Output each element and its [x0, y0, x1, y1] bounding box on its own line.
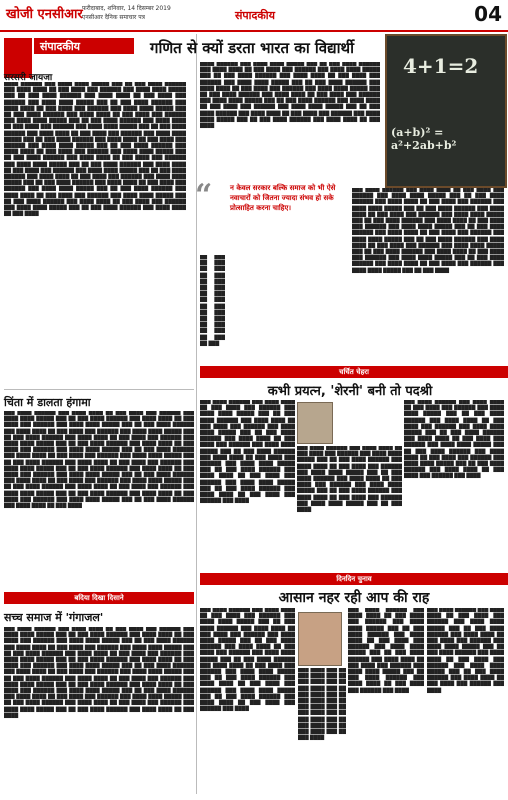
- election-article-col-3: ███ ████ ██████ ███ ████ ████ ██ ███ ████ ███ ██████ ███ ████ ████ █████ ███ ██ ███ ████ ██████ ███ ████ ████ ██ ███ ████ ███ ██████ ███ ████ ████ █████ ███ ██ ███ ████ ██████ ███ ████ ████ ██ ███ ████ ███ ██████ ███ ████ ████ █████ ███ ██ ███ ████ ██████ ███ ████ ████ ██ ███ ████ ███ ██████ ███ ████: [348, 608, 424, 694]
- divider: [4, 389, 194, 390]
- headline-election: आसान नहर रही आप की राह: [278, 590, 430, 606]
- newspaper-logo: खोजी एनसीआर: [6, 7, 83, 22]
- society-article-body: ███ ████ ██████ ███ ████ ████ ██ ███ ████ ███ ██████ ███ ████ ████ █████ ███ ██ ███ ████ ██████ ███ ████ ████ ██ ███ ████ ███ ██████ ███ ████ ████ █████ ███ ██ ███ ████ ██████ ███ ████ ████ ██ ███ ████ ███ ██████ ███ ████ ████ █████ ███ ██ ███ ████ ██████ ███ ████ ████ ██ ███ ████ ███ ██████ ███ ████ ████ █████ ███ ██ ███ ████ ██████ ███ ████ ████ ██ ███ ████ ███ ██████ ███ ████ ████ █████ ███ ██ ███ ████ ██████ ███ ████ ████ ██ ███ ████ ███ ██████ ███ ████ ████ █████ ███ ██ ███ ████ ██████ ███ ████ ████ ██ ███ ████ ███ ██████ ███ ████ ████ █████ ███ ██ ███ ████ ██████ ███ ████ ████ ██ ███ ████ ███ ██████ ███ ████ ████ █████ ███ ██ ███ ████ ██████ ███ ████ ████ ██ ███ ████ ███ ██████ ███ ████ ████ █████ ███ ██ ███ ████ ██████ ███ ████ ████ ██ ███ ████ ███ ██████ ███ ████ ████ █████ ███ ██ ███ ████ ██████ ███ ████ ████ ██ ███ ████: [4, 627, 194, 719]
- chalk-equation-2: (a+b)² = a²+2ab+b²: [391, 126, 457, 152]
- editorial-author: सरसरी जायजा: [4, 73, 53, 83]
- section-banner-election: [200, 573, 508, 585]
- headline-society: सच्च समाज में 'गंगाजल': [4, 611, 104, 624]
- pull-quote: न केवल सरकार बल्कि समाज को भी ऐसे नवाचारों को जितना ज्यादा संभव हो सके प्रोत्साहित करना चाहिए।: [230, 184, 336, 212]
- section-banner-personality: [200, 366, 508, 378]
- main-headline: गणित से क्यों डरता भारत का विद्यार्थी: [150, 39, 354, 57]
- column-divider: [196, 34, 197, 794]
- column-strip-label: बदिया दिखा दिसाने: [4, 592, 194, 604]
- personality-article-col-2: ███ ████ ██████ ███ ████ ████ ██ ███ ████ ███ ██████ ███ ████ ████ █████ ███ ██ ███ ████ ██████ ███ ████ ████ ██ ███ ████ ███ ██████ ███ ████ ████ █████ ███ ██ ███ ████ ██████ ███ ████ ████ ██ ███ ████ ███ ██████ ███ ████ ████ █████ ███ ██ ███ ████ ██████ ███ ████ ████ ██ ███ ████ ███ ██████ ███ ████ ████ █████ ███ ██ ███ ████: [297, 446, 402, 514]
- page-number: 04: [474, 2, 502, 26]
- dateline-tagline: एनसीआर दैनिक समाचार पत्र: [82, 14, 145, 21]
- masthead: [0, 0, 508, 32]
- quote-mark-icon: “: [195, 178, 213, 213]
- main-article-body-top: ████ ██████ ███ ████ ████ █████ ███ ██ ███ ████ ██████ ███ ████ ████ ██ ███ ████ ███ ██████ ███ ████ ████ █████ ███ ██ ███ ████ ██████ ███ ████ ████ ██ ███ ████ ███ ██████ ███ ████ ████ █████ ███ ██ ███ ████ ██████ ███ ████ ████ ██ ███ ████ ███ ██████ ███ ████ ████ █████ ███ ██ ███ ████ ██████ ███ ████ ████ ██ ███ ████ ███ ██████ ███ ████ ████ █████ ███ ██ ███ ████ ██████ ███ ████ ████ ██ ███ ████ ███ ██████ ███ ████ ████ █████ ███ ██ ███ ████ ██████ ███ ████ ████ ██ ███ ████ ███ ██████ ███ ████ ████ █████ ███ ██ ███ ████ ██████ ███ ████ ████ ██ ███ ████: [200, 62, 380, 130]
- editorial-label-text: संपादकीय: [40, 40, 81, 53]
- editorial-body: ████ ██████ ███ ████ ████ █████ ███ ██ ███ ████ ██████ ███ ████ ████ ██ ███ ████ ███ ██████ ███ ████ ████ █████ ███ ██ ███ ████ ██████ ███ ████ ████ ██ ███ ████ ███ ██████ ███ ████ ████ █████ ███ ██ ███ ████ ██████ ███ ████ ████ ██ ███ ████ ███ ██████ ███ ████ ████ █████ ███ ██ ███ ████ ██████ ███ ████ ████ ██ ███ ████ ███ ██████ ███ ████ ████ █████ ███ ██ ███ ████ ██████ ███ ████ ████ ██ ███ ████ ███ ██████ ███ ████ ████ █████ ███ ██ ███ ████ ██████ ███ ████ ████ ██ ███ ████ ███ ██████ ███ ████ ████ █████ ███ ██ ███ ████ ██████ ███ ████ ████ ██ ███ ████ ███ ██████ ███ ████ ████ █████ ███ ██ ███ ████ ██████ ███ ████ ████ ██ ███ ████ ███ ██████ ███ ████ ████ █████ ███ ██ ███ ████ ██████ ███ ████ ████ ██ ███ ████ ███ ██████ ███ ████ ████ █████ ███ ██ ███ ████ ██████ ███ ████ ████ ██ ███ ████ ███ ██████ ███ ████ ████ █████ ███ ██ ███ ████ ██████ ███ ████ ████ ██ ███ ████ ███ ██████ ███ ████ ████ █████ ███ ██ ███ ████ ██████ ███ ████ ████ ██ ███ ████ ███ ██████ ███ ████ ████ █████ ███ ██ ███ ████ ██████ ███ ████ ████ ██ ███ ████ ███ ██████ ███ ████ ████ █████ ███ ██ ███ ████ ██████ ███ ████ ████ ██ ███ ████ ███ ██████ ███ ████ ████ █████ ███ ██ ███ ████ ██████ ███ ████ ████ ██ ███ ████: [4, 82, 186, 218]
- chalk-equation-1: 4+1=2: [403, 54, 479, 78]
- personality-article-col-3: ███ ████ ██████ ███ ████ ████ ██ ███ ████ ███ ██████ ███ ████ ████ █████ ███ ██ ███ ████ ██████ ███ ████ ████ ██ ███ ████ ███ ██████ ███ ████ ████ █████ ███ ██ ███ ████ ██████ ███ ████ ████ ██ ███ ████ ███ ██████ ███ ████ ████ █████ ███ ██ ███ ████ ██████ ███ ████ ████ ██ ███ ████ ███ ██████ ███ ████ ████ █████ ███ ██ ███ ████ ██████ ███ ████ ████ ██ ███ ████ ███ ██████ ███ ████: [404, 400, 504, 480]
- editorial-label: [34, 38, 134, 54]
- main-article-body-left-narrow: ██ ███ ██ ███ ██ ███ ██ ███ ██ ███ ██ ███ ██ ███ ██ ███ ██ ███ ██ ███ ██ ███ ██ ███ ██ ███ ██ ███ ██ ███: [200, 255, 225, 347]
- personality-article-col-1: ███ ████ ██████ ███ ████ ████ ██ ███ ████ ███ ██████ ███ ████ ████ █████ ███ ██ ███ ████ ██████ ███ ████ ████ ██ ███ ████ ███ ██████ ███ ████ ████ █████ ███ ██ ███ ████ ██████ ███ ████ ████ ██ ███ ████ ███ ██████ ███ ████ ████ █████ ███ ██ ███ ████ ██████ ███ ████ ████ ██ ███ ████ ███ ██████ ███ ████ ████ █████ ███ ██ ███ ████ ██████ ███ ████ ████ ██ ███ ████ ███ ██████ ███ ████ ████ █████ ███ ██ ███ ████ ██████ ███ ████ ████ ██ ███ ████ ███ ██████ ███ ████: [200, 400, 295, 505]
- headline-concern: चिंता में डालता हंगामा: [4, 396, 91, 409]
- headline-personality: कभी प्रयत्न, 'शेरनी' बनी तो पदश्री: [267, 384, 433, 399]
- page-section-title: संपादकीय: [234, 9, 276, 22]
- chalkboard-image: [385, 34, 507, 188]
- dateline-date: फरीदाबाद, शनिवार, 14 दिसम्बर 2019: [82, 5, 171, 12]
- main-article-body-right: ███ ████ ██████ ███ ████ ████ ██ ███ ████ ███ ██████ ███ ████ ████ █████ ███ ██ ███ ████ ██████ ███ ████ ████ ██ ███ ████ ███ ██████ ███ ████ ████ █████ ███ ██ ███ ████ ██████ ███ ████ ████ ██ ███ ████ ███ ██████ ███ ████ ████ █████ ███ ██ ███ ████ ██████ ███ ████ ████ ██ ███ ████ ███ ██████ ███ ████ ████ █████ ███ ██ ███ ████ ██████ ███ ████ ████ ██ ███ ████ ███ ██████ ███ ████ ████ █████ ███ ██ ███ ████ ██████ ███ ████ ████ ██ ███ ████ ███ ██████ ███ ████ ████ █████ ███ ██ ███ ████ ██████ ███ ████ ████ ██ ███ ████ ███ ██████ ███ ████ ████ █████ ███ ██ ███ ████ ██████ ███ ████ ████ ██ ███ ████ ███ ██████ ███ ████ ████ █████ ███ ██ ███ ████: [352, 188, 504, 274]
- election-article-col-2: ███ ████ ███ ██ ███ ████ ███ ██ ███ ████ ███ ██ ███ ████ ███ ██ ███ ████ ███ ██ ███ ████ ███ ██ ███ ████ ███ ██ ███ ████ ███ ██ ███ ████ ███ ██ ███ ████ ███ ██ ███ ████ ███ ██ ███ ████: [298, 668, 346, 742]
- election-article-col-4: ███ ████ ██████ ███ ████ ████ ██ ███ ████ ███ ██████ ███ ████ ████ █████ ███ ██ ███ ████ ██████ ███ ████ ████ ██ ███ ████ ███ ██████ ███ ████ ████ █████ ███ ██ ███ ████ ██████ ███ ████ ████ ██ ███ ████ ███ ██████ ███ ████ ████ █████ ███ ██ ███ ████ ██████ ███ ████ ████ ██ ███ ████ ███ ██████ ███ ████: [427, 608, 504, 694]
- portrait-photo: [297, 402, 333, 444]
- section-banner-personality-text: चर्चित चेहरा: [339, 368, 369, 376]
- section-banner-election-text: दिनदिन चुनाव: [336, 575, 372, 583]
- concern-article-body: ███ ████ ██████ ███ ████ ████ ██ ███ ████ ███ ██████ ███ ████ ████ █████ ███ ██ ███ ████ ██████ ███ ████ ████ ██ ███ ████ ███ ██████ ███ ████ ████ █████ ███ ██ ███ ████ ██████ ███ ████ ████ ██ ███ ████ ███ ██████ ███ ████ ████ █████ ███ ██ ███ ████ ██████ ███ ████ ████ ██ ███ ████ ███ ██████ ███ ████ ████ █████ ███ ██ ███ ████ ██████ ███ ████ ████ ██ ███ ████ ███ ██████ ███ ████ ████ █████ ███ ██ ███ ████ ██████ ███ ████ ████ ██ ███ ████ ███ ██████ ███ ████ ████ █████ ███ ██ ███ ████ ██████ ███ ████ ████ ██ ███ ████ ███ ██████ ███ ████ ████ █████ ███ ██ ███ ████ ██████ ███ ████ ████ ██ ███ ████ ███ ██████ ███ ████ ████ █████ ███ ██ ███ ████ ██████ ███ ████ ████ ██ ███ ████ ███ ██████ ███ ████ ████ █████ ███ ██ ███ ████ ██████ ███ ████ ████ ██ ███ ████ ███ ██████ ███ ████ ████ █████ ███ ██ ███ ████ ██████ ███ ████ ████ ██ ███ ████ ███ ██████ ███ ████ ████ █████ ███ ██ ███ ████ ██████ ███ ████ ████ ██ ███ ████: [4, 411, 194, 510]
- politician-photo: [298, 612, 342, 666]
- dateline: [82, 4, 171, 22]
- election-article-col-1: ███ ████ ██████ ███ ████ ████ ██ ███ ████ ███ ██████ ███ ████ ████ █████ ███ ██ ███ ████ ██████ ███ ████ ████ ██ ███ ████ ███ ██████ ███ ████ ████ █████ ███ ██ ███ ████ ██████ ███ ████ ████ ██ ███ ████ ███ ██████ ███ ████ ████ █████ ███ ██ ███ ████ ██████ ███ ████ ████ ██ ███ ████ ███ ██████ ███ ████ ████ █████ ███ ██ ███ ████ ██████ ███ ████ ████ ██ ███ ████ ███ ██████ ███ ████ ████ █████ ███ ██ ███ ████ ██████ ███ ████ ████ ██ ███ ████ ███ ██████ ███ ████: [200, 608, 295, 713]
